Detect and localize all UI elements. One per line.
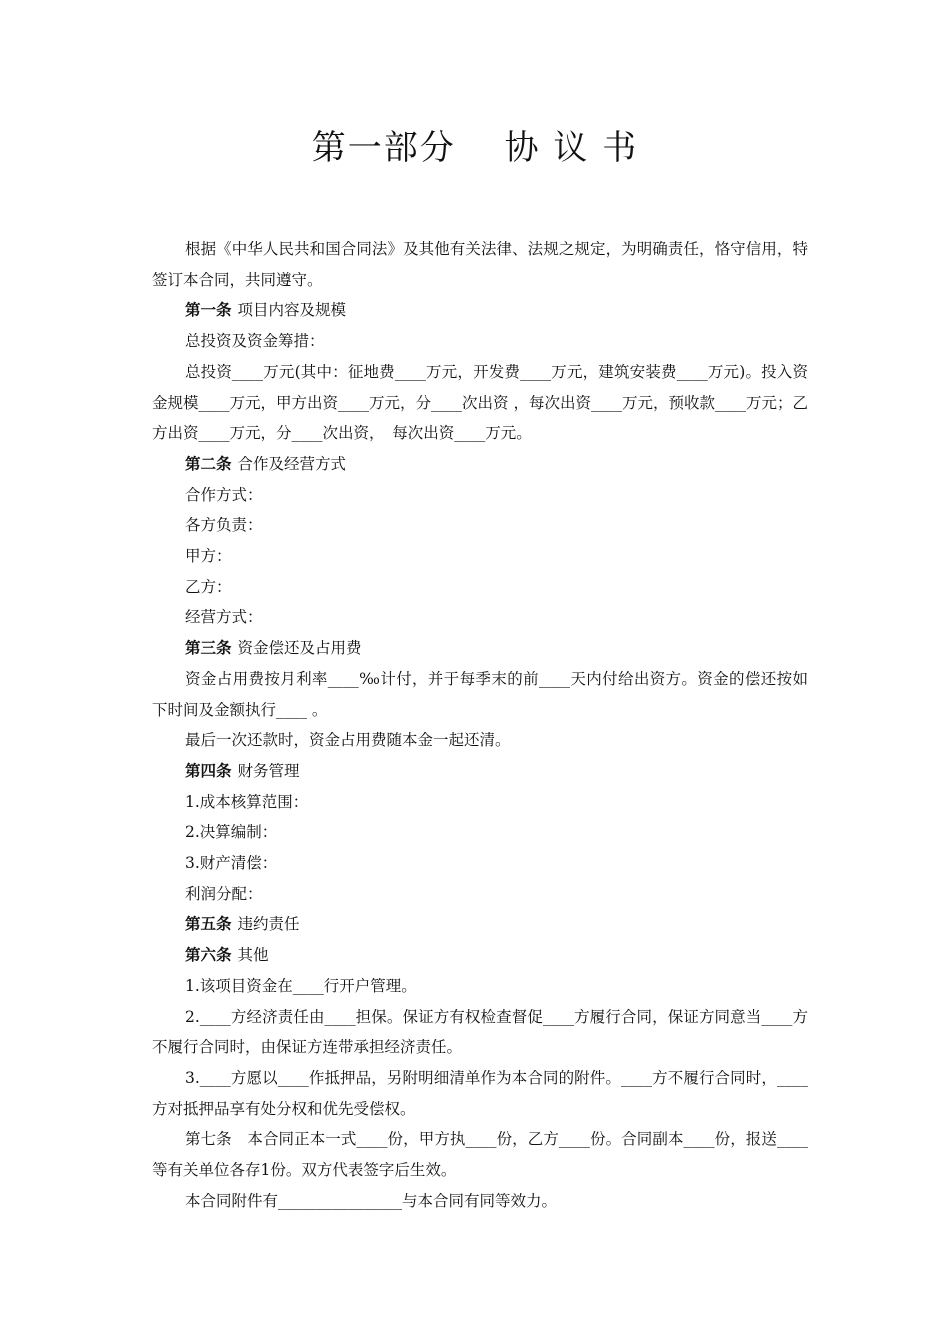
paragraph-text: 最后一次还款时，资金占用费随本金一起还清。 xyxy=(185,731,511,750)
paragraph-text: 本合同附件有________________与本合同有同等效力。 xyxy=(185,1191,558,1210)
paragraph xyxy=(152,1002,808,1063)
paragraph xyxy=(152,357,808,449)
article-number: 第六条 xyxy=(185,945,232,965)
article-heading-5 xyxy=(152,909,808,940)
paragraph-text: 1.该项目资金在____行开户管理。 xyxy=(185,976,417,995)
article-heading-1 xyxy=(152,295,808,326)
article-number: 第四条 xyxy=(185,760,232,780)
article-title: 违约责任 xyxy=(237,915,300,934)
paragraph-text: 根据《中华人民共和国合同法》及其他有关法律、法规之规定，为明确责任，恪守信用，特签订本合同，共同遵守。 xyxy=(152,240,808,289)
document-body xyxy=(152,234,808,1217)
article-title: 财务管理 xyxy=(237,761,300,780)
paragraph-intro xyxy=(152,234,808,295)
paragraph xyxy=(152,817,808,848)
article-heading-2 xyxy=(152,449,808,480)
paragraph-text: 各方负责： xyxy=(185,516,263,535)
paragraph xyxy=(152,879,808,910)
paragraph xyxy=(152,326,808,357)
paragraph-text: 1.成本核算范围： xyxy=(185,792,309,811)
page-title: 第一部分 协 议 书 xyxy=(311,128,639,168)
paragraph-text: 经营方式： xyxy=(185,608,263,627)
paragraph-text: 利润分配： xyxy=(185,884,263,903)
paragraph-text: 资金占用费按月利率____‰计付，并于每季末的前____天内付给出资方。资金的偿还按如下时间及金额执行____ 。 xyxy=(152,669,808,719)
paragraph xyxy=(152,848,808,879)
paragraph xyxy=(152,602,808,633)
paragraph-text: 3.财产清偿： xyxy=(185,854,278,873)
article-title: 合作及经营方式 xyxy=(237,454,347,473)
article-number: 第五条 xyxy=(185,914,232,934)
paragraph-text: 2.____方经济责任由____担保。保证方有权检查督促____方履行合同，保证方同意当____方不履行合同时，由保证方连带承担经济责任。 xyxy=(152,1007,808,1057)
paragraph-text: 乙方： xyxy=(185,577,232,596)
article-number: 第三条 xyxy=(185,638,232,658)
paragraph xyxy=(152,1186,808,1217)
paragraph xyxy=(152,510,808,541)
article-number: 第一条 xyxy=(185,300,232,320)
article-title: 资金偿还及占用费 xyxy=(237,639,362,658)
paragraph-text: 3.____方愿以____作抵押品，另附明细清单作为本合同的附件。____方不履行合同时，____方对抵押品享有处分权和优先受偿权。 xyxy=(152,1068,808,1118)
article-title: 项目内容及规模 xyxy=(237,301,347,320)
article-heading-3 xyxy=(152,633,808,664)
paragraph-text: 2.决算编制： xyxy=(185,823,278,842)
paragraph xyxy=(152,1124,808,1185)
paragraph xyxy=(152,787,808,818)
article-heading-6 xyxy=(152,940,808,971)
paragraph xyxy=(152,971,808,1002)
article-title: 其他 xyxy=(237,946,269,965)
paragraph xyxy=(152,480,808,511)
paragraph-text: 总投资及资金筹措： xyxy=(185,332,325,351)
paragraph xyxy=(152,725,808,756)
paragraph xyxy=(152,572,808,603)
paragraph-text: 甲方： xyxy=(185,547,232,566)
paragraph xyxy=(152,1063,808,1124)
paragraph xyxy=(152,541,808,572)
article-number: 第二条 xyxy=(185,453,232,473)
article-heading-4 xyxy=(152,756,808,787)
paragraph xyxy=(152,664,808,725)
paragraph-text: 第七条 本合同正本一式____份，甲方执____份，乙方____份。合同副本____份，报送____等有关单位各存1份。双方代表签字后生效。 xyxy=(152,1130,808,1180)
paragraph-text: 合作方式： xyxy=(185,485,263,504)
paragraph-text: 总投资____万元(其中：征地费____万元，开发费____万元，建筑安装费____万元)。投入资金规模____万元，甲方出资____万元，分____次出资 ，每次出资____万元，预收款____万元；乙方出资____万元，分____次出资， 每次出资____万元。 xyxy=(152,362,808,443)
